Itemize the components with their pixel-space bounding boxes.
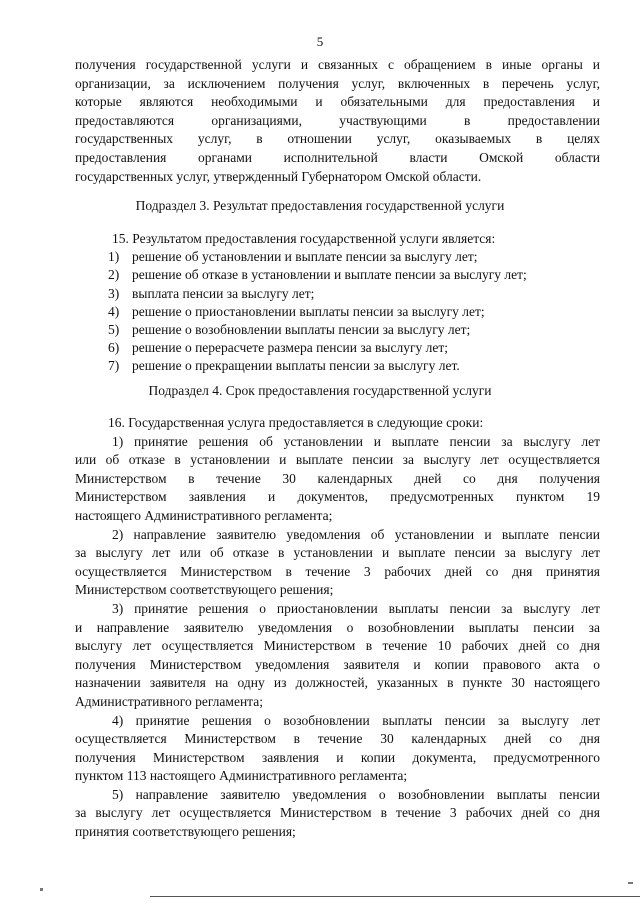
body-line: пунктом 113 настоящего Административного регламента;: [75, 768, 408, 784]
body-line: за выслугу лет или об отказе в установлении и выплате пенсии за выслугу лет: [75, 545, 600, 561]
list-item: [108, 248, 588, 266]
body-line: 5) направление заявителю уведомления о возобновлении выплаты пенсии: [112, 786, 600, 802]
intro-line: получения государственной услуги и связанных с обращением в иные органы и: [75, 57, 600, 72]
body-line: Министерством соответствующего решения;: [75, 582, 334, 598]
list-item: [108, 339, 588, 357]
body-line: получения Министерством уведомления заявителя и копии правового акта о: [75, 656, 600, 672]
list-item: [108, 285, 588, 303]
list-item: [108, 303, 588, 321]
list-item-number: 5): [108, 321, 120, 337]
intro-line: которые являются необходимыми и обязательными для предоставления и: [75, 94, 600, 110]
subsection-4-body: [75, 414, 600, 842]
body-line: 16. Государственная услуга предоставляется в следующие сроки:: [108, 415, 484, 430]
body-line: или об отказе в установлении и выплате пенсии за выслугу лет осуществляется: [75, 452, 600, 468]
intro-line: предоставляются организациями, участвующими в предоставлении: [75, 112, 600, 128]
list-item-number: 4): [108, 303, 120, 319]
list-item-text: выплата пенсии за выслугу лет;: [132, 285, 315, 301]
intro-line: государственных услуг, в отношении услуг, оказываемых в целях: [75, 131, 600, 147]
body-line: выслугу лет осуществляется Министерством в течение 10 рабочих дней со дня: [75, 638, 600, 654]
body-line: настоящего Административного регламента;: [75, 507, 333, 523]
list-item-number: 3): [108, 285, 120, 301]
body-line: 2) направление заявителю уведомления об установлении и выплате пенсии: [112, 526, 600, 542]
body-line: 4) принятие решения о возобновлении выплаты пенсии за выслугу лет: [112, 712, 600, 728]
body-line: осуществляется Министерством в течение 30 календарных дней со дня: [75, 731, 600, 747]
subsection-3-heading: Подраздел 3. Результат предоставления государственной услуги: [135, 198, 505, 213]
list-item-text: решение о перерасчете размера пенсии за выслугу лет;: [132, 340, 448, 356]
list-item-number: 2): [108, 267, 120, 283]
body-line: Административного регламента;: [75, 693, 263, 709]
list-item: [108, 321, 588, 339]
list-item-text: решение о прекращении выплаты пенсии за выслугу лет.: [132, 358, 460, 374]
intro-line: организации, за исключением получения услуг, включенных в перечень услуг,: [75, 75, 600, 91]
list-item-text: решение о возобновлении выплаты пенсии за выслугу лет;: [132, 321, 471, 337]
body-line: получения Министерством заявления и копии документа, предусмотренного: [75, 749, 600, 765]
list-item-number: 1): [108, 249, 120, 265]
body-line: принятия соответствующего решения;: [75, 824, 296, 840]
body-line: назначении заявителя на одну из должностей, указанных в пункте 30 настоящего: [75, 675, 600, 691]
list-item-number: 7): [108, 358, 120, 374]
body-line: и направление заявителю уведомления о возобновлении выплаты пенсии за: [75, 619, 600, 635]
intro-line: предоставления органами исполнительной власти Омской области: [75, 149, 600, 165]
footer-rule: [150, 896, 640, 897]
scan-artifact: [628, 882, 633, 884]
body-line: осуществляется Министерством в течение 3 рабочих дней со дня принятия: [75, 563, 600, 579]
subsection-3-list: [108, 230, 588, 376]
body-line: 3) принятие решения о приостановлении выплаты пенсии за выслугу лет: [112, 600, 600, 616]
body-line: Министерством заявления и документов, предусмотренных пунктом 19: [75, 489, 600, 505]
scan-artifact: [40, 888, 43, 891]
list-item-number: 6): [108, 340, 120, 356]
page-number: 5: [316, 34, 324, 49]
body-line: Министерством в течение 30 календарных дней со дня получения: [75, 470, 600, 486]
subsection-3-intro: 15. Результатом предоставления государственной услуги является:: [112, 231, 496, 246]
list-item-text: решение о приостановлении выплаты пенсии за выслугу лет;: [132, 303, 485, 319]
body-line: за выслугу лет осуществляется Министерством в течение 3 рабочих дней со дня: [75, 805, 600, 821]
intro-paragraph: [75, 56, 600, 186]
list-item: [108, 266, 588, 284]
list-item: [108, 357, 588, 375]
list-item-text: решение об отказе в установлении и выплате пенсии за выслугу лет;: [132, 267, 527, 283]
list-item-text: решение об установлении и выплате пенсии за выслугу лет;: [132, 249, 478, 265]
body-line: 1) принятие решения об установлении и выплате пенсии за выслугу лет: [112, 433, 600, 449]
intro-line: государственных услуг, утвержденный Губернатором Омской области.: [75, 168, 482, 184]
subsection-4-heading: Подраздел 4. Срок предоставления государственной услуги: [148, 383, 492, 398]
